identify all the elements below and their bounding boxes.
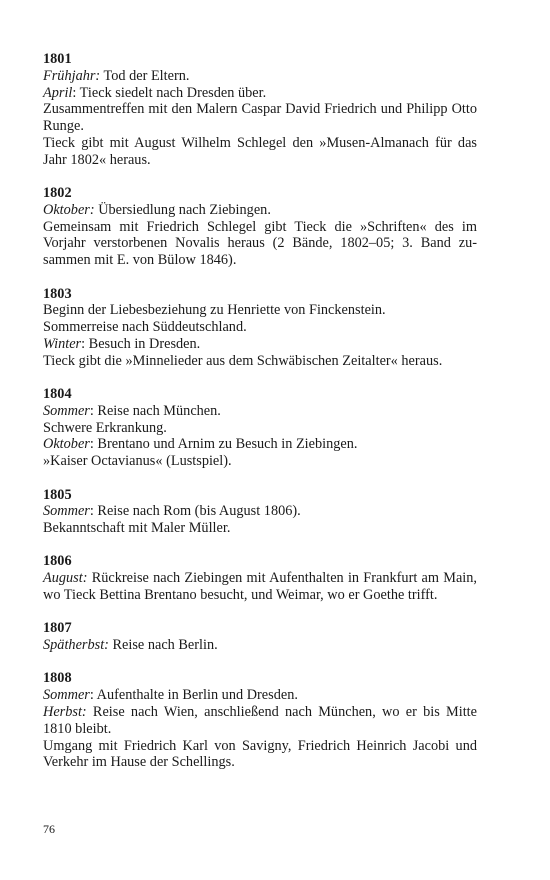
chronology-entry [43, 553, 477, 603]
chronology-entry [43, 487, 477, 537]
season-label: Spätherbst: [43, 637, 109, 654]
entry-text: Übersiedlung nach Ziebingen. [94, 201, 271, 218]
entry-line [43, 353, 477, 370]
entry-text: Tod der Eltern. [100, 67, 190, 84]
entry-year: 1801 [43, 51, 72, 67]
entry-line [43, 336, 477, 353]
entry-text: : Reise nach München. [89, 402, 221, 419]
entry-line [43, 503, 477, 520]
entry-line [43, 319, 477, 336]
chronology-entry [43, 286, 477, 370]
chronology-entry [43, 51, 477, 169]
entry-text: Reise nach Berlin. [108, 637, 218, 654]
season-label: April [43, 84, 73, 101]
entry-text: : Aufenthalte in Berlin und Dresden. [89, 687, 298, 704]
chronology-page [43, 51, 477, 788]
entry-text: : Reise nach Rom (bis August 1806). [89, 503, 301, 520]
entry-text: Umgang mit Friedrich Karl von Savigny, Friedrich Heinrich Jacobi und Verkehr im Hause der Schellings. [43, 737, 477, 771]
entry-text: Rückreise nach Ziebingen mit Aufenthalten in Frankfurt am Main, wo Tieck Bettina Brentano besucht, und Weimar, wo er Goethe trifft. [43, 570, 477, 604]
entry-year: 1806 [43, 553, 72, 570]
entry-line [43, 202, 477, 219]
entry-text: Sommerreise nach Süddeutschland. [43, 319, 247, 336]
entry-text: : Besuch in Dresden. [81, 335, 201, 352]
page-number: 76 [43, 822, 55, 836]
entry-line [43, 420, 477, 437]
season-label: Oktober: [43, 201, 95, 218]
entry-line [43, 85, 477, 102]
entry-text: Tieck gibt die »Minnelieder aus dem Schwäbischen Zeitalter« heraus. [43, 352, 443, 369]
entry-line [43, 436, 477, 453]
chronology-entry [43, 670, 477, 771]
entry-year: 1807 [43, 620, 72, 637]
entry-text: Beginn der Liebesbeziehung zu Henriette von Finckenstein. [43, 302, 386, 319]
entry-line [43, 520, 477, 537]
season-label: August: [43, 570, 88, 587]
entry-line [43, 219, 477, 269]
season-label: Frühjahr: [43, 67, 101, 84]
entry-text: Tieck gibt mit August Wilhelm Schlegel den »Musen-Almanach für das Jahr 1802« heraus. [43, 134, 477, 168]
chronology-entry [43, 386, 477, 470]
season-label: Sommer [43, 503, 90, 520]
entry-text: : Brentano und Arnim zu Besuch in Ziebingen. [89, 436, 358, 453]
entry-year: 1803 [43, 285, 72, 302]
entry-text: Schwere Erkrankung. [43, 419, 167, 436]
entry-text: Reise nach Wien, anschließend nach München, wo er bis Mitte 1810 bleibt. [43, 704, 477, 737]
season-label: Sommer [43, 402, 90, 419]
entry-year: 1808 [43, 670, 72, 687]
chronology-entry [43, 620, 477, 654]
entry-year: 1802 [43, 185, 72, 202]
entry-year: 1804 [43, 386, 72, 403]
entry-text: Bekanntschaft mit Maler Müller. [43, 520, 231, 537]
entry-line [43, 687, 477, 704]
season-label: Winter [43, 335, 82, 352]
entry-line [43, 453, 477, 470]
entry-line [43, 68, 477, 85]
entry-line [43, 302, 477, 319]
entry-line [43, 403, 477, 420]
entry-line [43, 704, 477, 738]
entry-text: »Kaiser Octavianus« (Lustspiel). [43, 453, 232, 470]
season-label: Oktober [43, 436, 90, 453]
season-label: Sommer [43, 687, 90, 704]
entry-year: 1805 [43, 486, 72, 503]
entry-line [43, 637, 477, 654]
entry-text: : Tieck siedelt nach Dresden über. [72, 84, 267, 101]
entry-line [43, 570, 477, 604]
entry-line [43, 738, 477, 772]
entry-text: Gemeinsam mit Friedrich Schlegel gibt Tieck die »Schriften« des im Vorjahr verstorbenen Novalis heraus (2 Bände, 1802–05; 3. Band zu-sammen mit E. von Bülow 1846). [43, 218, 477, 269]
entry-line [43, 101, 477, 135]
entry-line [43, 135, 477, 169]
season-label: Herbst: [43, 704, 87, 720]
chronology-entry [43, 185, 477, 269]
entry-text: Zusammentreffen mit den Malern Caspar David Friedrich und Philipp Otto Runge. [43, 101, 477, 135]
